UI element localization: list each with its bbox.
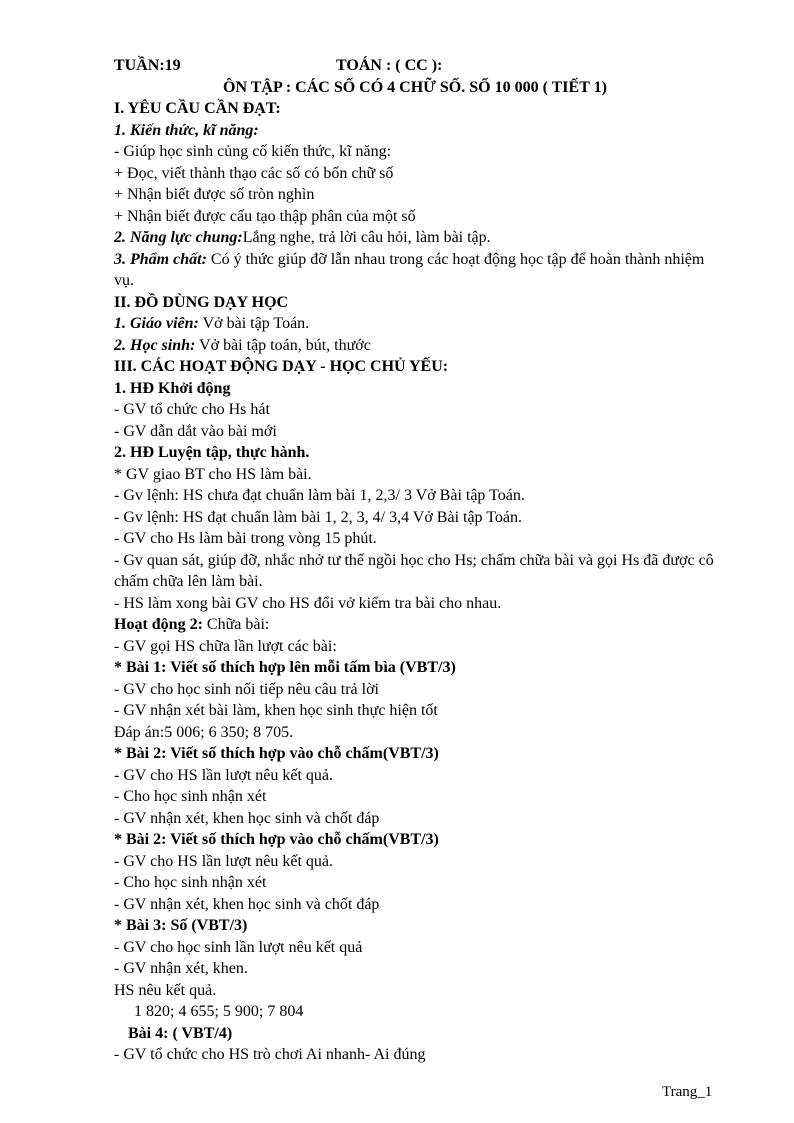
competence-label: 2. Năng lực chung: <box>114 229 243 246</box>
practice-heading: 2. HĐ Luyện tập, thực hành. <box>114 444 310 461</box>
document-page <box>114 55 724 1066</box>
week-label: TUẦN:19 <box>114 57 181 74</box>
bai2b-line: - GV cho HS lần lượt nêu kết quả. <box>114 852 334 870</box>
bai1-heading: * Bài 1: Viết số thích hợp lên mỗi tấm bìa (VBT/3) <box>114 659 456 676</box>
bai2a-line: - GV nhận xét, khen học sinh và chốt đáp <box>114 809 380 827</box>
teacher-label: 1. Giáo viên: <box>114 315 199 332</box>
section1-heading: I. YÊU CẦU CẦN ĐẠT: <box>114 100 281 117</box>
call-line: - GV gọi HS chữa lần lượt các bài: <box>114 637 337 655</box>
quality-text: Có ý thức giúp đỡ lẫn nhau trong các hoạt động học tập để hoàn thành nhiệm vụ. <box>114 250 705 289</box>
swap-line: - HS làm xong bài GV cho HS đổi vở kiểm tra bài cho nhau. <box>114 594 502 612</box>
subject-label: TOÁN : ( CC ): <box>336 57 443 74</box>
bai4-line: - GV tổ chức cho HS trò chơi Ai nhanh- Ai đúng <box>114 1046 426 1063</box>
student-text: Vở bài tập toán, bút, thước <box>195 336 371 354</box>
bai2a-line: - GV cho HS lần lượt nêu kết quả. <box>114 766 334 784</box>
bai4-heading: Bài 4: ( VBT/4) <box>128 1024 233 1042</box>
quality-label: 3. Phẩm chất: <box>114 250 207 268</box>
student-label: 2. Học sinh: <box>114 336 196 354</box>
practice-line: * GV giao BT cho HS làm bài. <box>114 465 312 483</box>
observe-line: - Gv quan sát, giúp đỡ, nhắc nhở tư thế ngồi học cho Hs; chấm chữa bài và gọi Hs đã được cô chấm chữa lên làm bài. <box>114 551 714 590</box>
bai1-answer: Đáp án:5 006; 6 350; 8 705. <box>114 723 294 741</box>
practice-line: - GV cho Hs làm bài trong vòng 15 phút. <box>114 530 377 547</box>
warmup-line: - GV dẫn dắt vào bài mới <box>114 422 277 440</box>
section2-heading: II. ĐỒ DÙNG DẠY HỌC <box>114 293 289 311</box>
header-row <box>114 55 724 77</box>
practice-line: - Gv lệnh: HS đạt chuẩn làm bài 1, 2, 3, 4/ 3,4 Vở Bài tập Toán. <box>114 508 523 526</box>
warmup-line: - GV tổ chức cho Hs hát <box>114 401 270 418</box>
bai3-line: HS nêu kết quả. <box>114 981 217 999</box>
bai1-line: - GV cho học sinh nối tiếp nêu câu trả lời <box>114 680 379 698</box>
bai3-heading: * Bài 3: Số (VBT/3) <box>114 917 248 934</box>
activity2-label: Hoạt động 2: <box>114 616 203 633</box>
teacher-line <box>114 313 724 335</box>
knowledge-line: - Giúp học sinh củng cố kiến thức, kĩ năng: <box>114 143 392 160</box>
competence-text: Lắng nghe, trả lời câu hỏi, làm bài tập. <box>242 229 491 246</box>
knowledge-heading: 1. Kiến thức, kĩ năng: <box>114 121 259 139</box>
page-number: Trang_1 <box>662 1084 713 1100</box>
activity2-text: Chữa bài: <box>202 616 270 633</box>
bai2b-line: - Cho học sinh nhận xét <box>114 874 267 891</box>
bai3-result: 1 820; 4 655; 5 900; 7 804 <box>134 1003 304 1020</box>
student-line <box>114 335 724 357</box>
bai2b-heading: * Bài 2: Viết số thích hợp vào chỗ chấm(VBT/3) <box>114 831 439 848</box>
bai1-line: - GV nhận xét bài làm, khen học sinh thực hiện tốt <box>114 702 438 719</box>
bai3-line: - GV nhận xét, khen. <box>114 960 248 977</box>
practice-line: - Gv lệnh: HS chưa đạt chuẩn làm bài 1, 2,3/ 3 Vở Bài tập Toán. <box>114 487 525 504</box>
bai2a-line: - Cho học sinh nhận xét <box>114 788 267 805</box>
bai3-line: - GV cho học sinh lần lượt nêu kết quả <box>114 938 363 956</box>
warmup-heading: 1. HĐ Khởi động <box>114 379 231 397</box>
teacher-text: Vở bài tập Toán. <box>198 315 310 332</box>
quality-line <box>114 249 724 292</box>
bai2a-heading: * Bài 2: Viết số thích hợp vào chỗ chấm(VBT/3) <box>114 745 439 762</box>
activity2-line <box>114 614 724 636</box>
knowledge-line: + Nhận biết được số tròn nghìn <box>114 186 315 203</box>
section3-heading: III. CÁC HOẠT ĐỘNG DẠY - HỌC CHỦ YẾU: <box>114 358 449 375</box>
lesson-title: ÔN TẬP : CÁC SỐ CÓ 4 CHỮ SỐ. SỐ 10 000 ( TIẾT 1) <box>223 78 607 96</box>
bai2b-line: - GV nhận xét, khen học sinh và chốt đáp <box>114 895 380 913</box>
competence-line <box>114 227 724 249</box>
knowledge-line: + Nhận biết được cấu tạo thập phân của một số <box>114 207 416 225</box>
knowledge-line: + Đọc, viết thành thạo các số có bốn chữ số <box>114 164 394 182</box>
